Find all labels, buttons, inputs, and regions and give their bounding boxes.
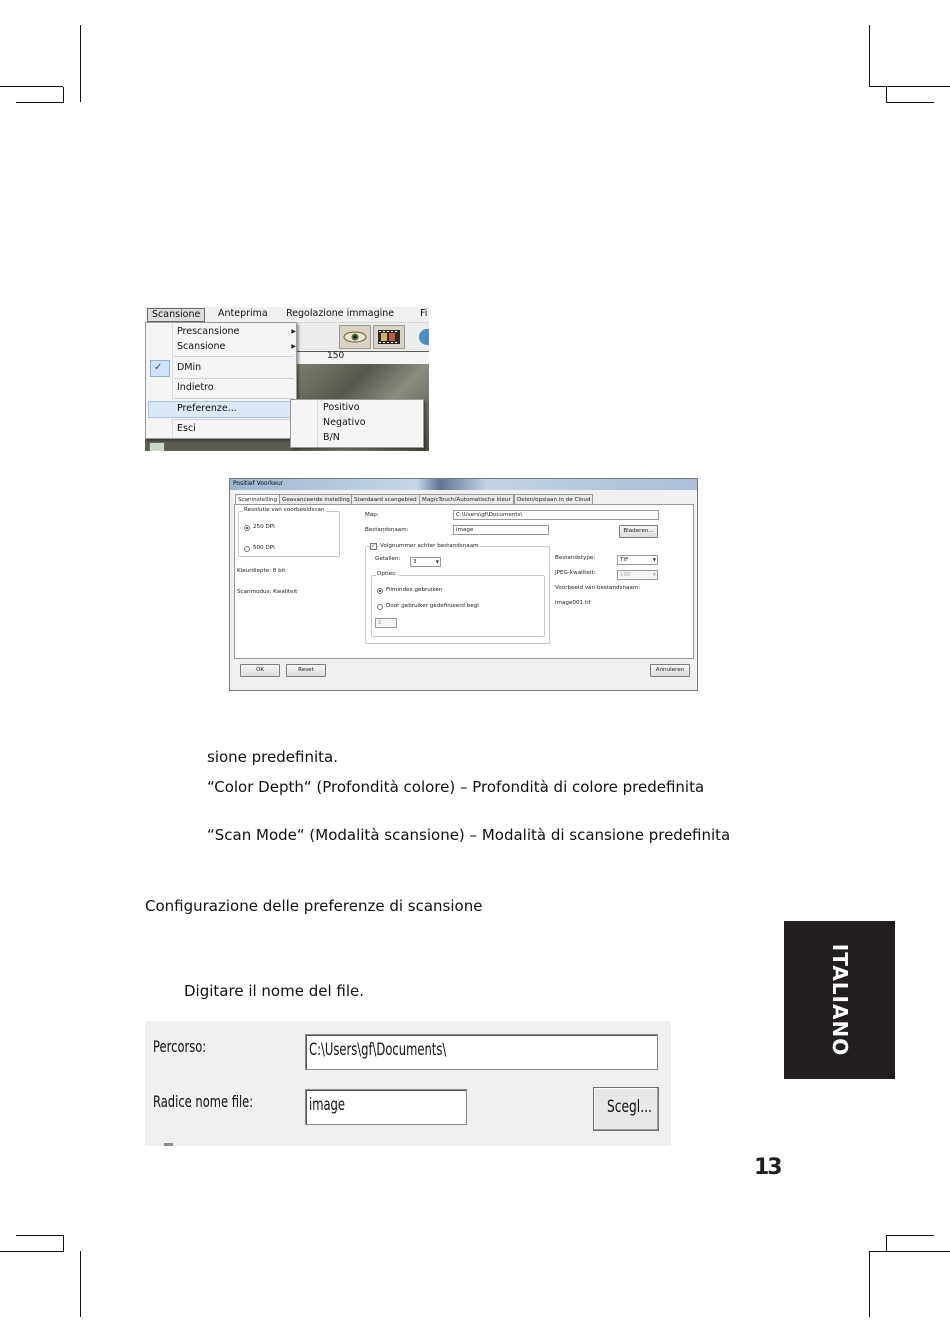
sequence-checkbox[interactable]: ✓: [371, 543, 376, 549]
path-input[interactable]: [305, 1034, 658, 1070]
globe-icon[interactable]: [419, 329, 429, 345]
menu-separator: [174, 398, 294, 399]
menu-item-prescansione[interactable]: [177, 325, 296, 339]
path-value: C:\Users\gf\Documents\: [309, 1040, 447, 1060]
dropdown-arrow-icon: ▼: [652, 572, 656, 577]
crop-mark: [869, 25, 870, 86]
menu-separator: [174, 419, 294, 420]
eye-icon[interactable]: [339, 325, 371, 349]
filetype-label: Bestandstype:: [555, 555, 596, 561]
menu-item-label: Prescansione: [177, 326, 240, 337]
menu-item-dmin[interactable]: DMin: [177, 362, 202, 373]
browse-button[interactable]: Bladeren...: [619, 525, 658, 538]
reset-button[interactable]: Reset: [286, 664, 326, 677]
crop-mark: [886, 86, 887, 103]
menu-item-esci[interactable]: Esci: [177, 423, 196, 434]
film-strip-icon[interactable]: [373, 325, 405, 349]
options-group: [371, 571, 545, 637]
menu-item-indietro[interactable]: Indietro: [177, 382, 214, 393]
menu-scansione[interactable]: Scansione: [147, 308, 205, 322]
crop-mark: [0, 86, 63, 87]
menu-anteprima[interactable]: Anteprima: [218, 308, 268, 319]
body-text-line: sione predefinita.: [207, 748, 338, 766]
radio-500-dpi[interactable]: [244, 546, 250, 552]
submenu-arrow-icon: ▶: [291, 328, 296, 335]
ruler-label: 150: [327, 351, 345, 361]
radio-label: Door gebruiker gedefinieerd begi: [386, 603, 479, 609]
body-text-line: “Color Depth“ (Profondità colore) – Profondità di colore predefinita: [207, 778, 705, 796]
menu-regolazione-immagine[interactable]: Regolazione immagine: [286, 308, 395, 319]
crop-mark: [80, 1251, 81, 1317]
sequence-group: [365, 543, 550, 644]
menu-bar: [145, 307, 429, 323]
section-heading: Configurazione delle preferenze di scansione: [145, 897, 483, 915]
tab-cloud[interactable]: Delen/opslaan in de Cloud: [514, 494, 593, 505]
language-side-tab: [784, 921, 895, 1079]
crop-mark: [869, 1251, 870, 1317]
radio-label: 500 DPI: [253, 545, 275, 551]
crop-mark: [63, 1235, 64, 1252]
sequence-label: Volgnummer achter bestandsnaam: [380, 543, 479, 549]
filetype-value: TIF: [620, 557, 629, 563]
name-label: Radice nome file:: [153, 1092, 254, 1111]
menu-screenshot: [145, 307, 429, 451]
instruction-text: Digitare il nome del file.: [184, 982, 365, 1000]
dropdown-arrow-icon: ▼: [652, 557, 656, 562]
submenu-item-negativo[interactable]: Negativo: [323, 417, 366, 428]
menu-item-scansione[interactable]: [177, 340, 296, 354]
page-number: 13: [754, 1155, 781, 1180]
radio-label: Filmindex gebruiken: [386, 587, 443, 593]
user-start-input[interactable]: 1: [375, 618, 397, 628]
menu-separator: [174, 356, 294, 357]
menu-item-preferenze[interactable]: [177, 402, 291, 416]
tab-standaard-scangebied[interactable]: Standaard scangebied: [351, 494, 420, 505]
choose-button-label: Scegl...: [607, 1097, 652, 1117]
menu-item-label: Scansione: [177, 341, 226, 352]
ok-button[interactable]: OK: [240, 664, 280, 677]
filename-input[interactable]: image: [453, 525, 549, 535]
folder-input[interactable]: C:\Users\gf\Documents\: [453, 510, 659, 520]
dialog-title: Positief Voorkeur: [233, 480, 284, 487]
example-label: Voorbeeld van bestandsnaam:: [555, 585, 641, 591]
filename-label: Bestandsnaam:: [365, 527, 409, 533]
filetype-select[interactable]: [617, 555, 658, 565]
body-text-line: “Scan Mode“ (Modalità scansione) – Modalità di scansione predefinita: [207, 826, 731, 844]
language-label: ITALIANO: [828, 943, 852, 1057]
digits-value: 3: [413, 559, 417, 565]
submenu-item-bn[interactable]: B/N: [323, 432, 340, 443]
color-depth-label: Kleurdiepte: 8 bit: [237, 568, 286, 574]
group-title: Opties:: [377, 571, 397, 577]
choose-button[interactable]: [593, 1087, 659, 1131]
folder-label: Map:: [365, 512, 379, 518]
crop-mark: [869, 1251, 950, 1252]
crop-mark: [886, 1235, 934, 1236]
status-icon: [149, 442, 165, 451]
dropdown-arrow-icon: ▼: [435, 559, 439, 564]
scan-mode-label: Scanmodus: Kwaliteit: [237, 589, 298, 595]
tab-geavanceerde-instelling[interactable]: Geavanceerde instelling: [279, 494, 353, 505]
menu-gutter: [317, 400, 318, 447]
crop-mark: [886, 102, 934, 103]
preferences-dialog: [229, 478, 698, 691]
jpeg-quality-select[interactable]: [617, 570, 658, 580]
menu-gutter: [172, 323, 173, 438]
checkbox-stub: [164, 1143, 173, 1146]
radio-label: 250 DPI: [253, 524, 275, 530]
submenu-arrow-icon: ▶: [291, 343, 296, 350]
example-value: image001.tif: [555, 600, 591, 606]
name-input[interactable]: [305, 1089, 467, 1125]
path-label: Percorso:: [153, 1037, 207, 1056]
preferenze-submenu: [290, 399, 424, 448]
check-icon: ✓: [154, 362, 163, 373]
submenu-item-positivo[interactable]: Positivo: [323, 402, 360, 413]
crop-mark: [16, 1235, 64, 1236]
crop-mark: [63, 87, 64, 102]
name-value: image: [309, 1095, 346, 1115]
crop-mark: [869, 86, 950, 87]
crop-mark: [0, 1251, 63, 1252]
digits-select[interactable]: [410, 557, 441, 567]
toolbar: [295, 323, 429, 351]
jpeg-quality-label: JPEG-kwaliteit:: [555, 570, 596, 576]
digits-label: Getallen:: [375, 556, 401, 562]
crop-mark: [80, 25, 81, 102]
radio-250-dpi[interactable]: [244, 525, 250, 531]
tab-panel: [234, 504, 694, 659]
group-title: Resolutie van voorbeeldscan: [244, 507, 325, 513]
menu-item-label: Preferenze...: [177, 403, 237, 414]
filename-zoom-screenshot: [145, 1021, 671, 1146]
menu-separator: [174, 378, 294, 379]
jpeg-quality-value: 100: [620, 572, 631, 578]
radio-filmindex[interactable]: [377, 588, 383, 594]
crop-mark: [886, 1235, 887, 1252]
radio-user-defined[interactable]: [377, 604, 383, 610]
scansione-dropdown-menu: [145, 322, 297, 439]
menu-file[interactable]: Fi: [420, 308, 428, 319]
tab-magictouch[interactable]: MagicTouch/Automatische kleur: [419, 494, 514, 505]
cancel-button[interactable]: Annuleren: [650, 664, 690, 677]
dialog-title-bar: [230, 479, 697, 490]
resolution-group: [238, 507, 340, 557]
tab-scaninstelling[interactable]: Scaninstelling: [235, 494, 280, 505]
crop-mark: [16, 102, 64, 103]
